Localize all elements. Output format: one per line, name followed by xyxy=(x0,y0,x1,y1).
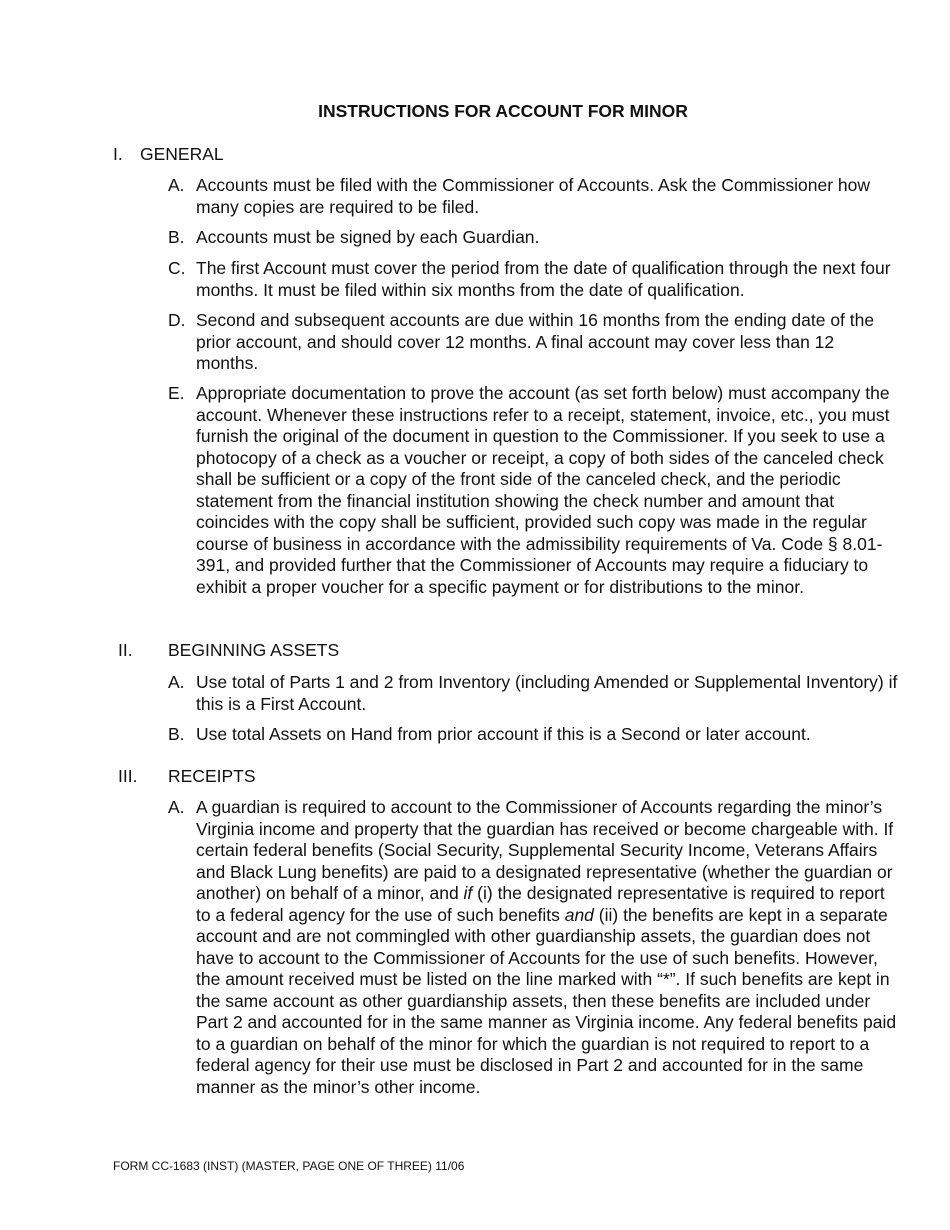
item-text-part: A guardian is required to account to the Commissioner of Accounts regarding the minor’s Virginia income and property that the guardian has received or become chargeable with. If certain federal benefits (Social Security, Supplemental Security Income, Veterans Affairs and Black Lung benefits) are paid to a designated representative (whether the guardian or another) on behalf of a minor, and xyxy=(196,797,894,903)
section-heading-general xyxy=(113,144,413,166)
item-text: Accounts must be signed by each Guardian. xyxy=(196,227,540,247)
item-text: Second and subsequent accounts are due within 16 months from the ending date of the prior account, and should cover 12 months. A final account may cover less than 12 months. xyxy=(196,310,875,373)
item-text xyxy=(196,797,900,1098)
list-item xyxy=(168,383,900,598)
emphasis-and: and xyxy=(564,904,594,925)
item-letter: B. xyxy=(168,227,185,247)
list-item xyxy=(168,258,900,301)
section-heading-receipts xyxy=(118,766,518,788)
item-letter: C. xyxy=(168,258,186,278)
item-text: Use total of Parts 1 and 2 from Inventory (including Amended or Supplemental Inventory) if this is a First Account. xyxy=(196,672,898,714)
list-item xyxy=(168,227,900,249)
item-letter: A. xyxy=(168,175,185,195)
section-number: II. xyxy=(118,640,133,660)
item-letter: B. xyxy=(168,724,185,744)
item-letter: D. xyxy=(168,310,186,330)
list-item xyxy=(168,797,900,1098)
item-letter: E. xyxy=(168,383,185,403)
list-item xyxy=(168,724,900,746)
item-letter: A. xyxy=(168,672,185,692)
form-footer: FORM CC-1683 (INST) (MASTER, PAGE ONE OF THREE) 11/06 xyxy=(113,1159,465,1173)
section-title: GENERAL xyxy=(140,144,224,164)
item-text: Appropriate documentation to prove the account (as set forth below) must accompany the account. Whenever these instructions refer to a receipt, statement, invoice, etc., you must furnish the original of the document in question to the Commissioner. If you seek to use a photocopy of a check as a voucher or receipt, a copy of both sides of the canceled check shall be sufficient or a copy of the front side of the canceled check, and the periodic statement from the financial institution showing the check number and amount that coincides with the copy shall be sufficient, provided such copy was made in the regular course of business in accordance with the admissibility requirements of Va. Code § 8.01-391, and provided further that the Commissioner of Accounts may require a fiduciary to exhibit a proper voucher for a specific payment or for distributions to the minor. xyxy=(196,383,890,597)
section-number: III. xyxy=(118,766,138,786)
item-letter: A. xyxy=(168,797,185,817)
section-title: BEGINNING ASSETS xyxy=(168,640,340,660)
item-text: Accounts must be filed with the Commissioner of Accounts. Ask the Commissioner how many copies are required to be filed. xyxy=(196,175,871,217)
item-text-part: (i) the designated representative is required to report to a federal agency for the use of such benefits xyxy=(196,883,885,925)
emphasis-if: if xyxy=(463,883,473,903)
item-text-part: (ii) the benefits are kept in a separate account and are not commingled with other guardianship assets, the guardian does not have to account to the Commissioner of Accounts for the use of such benefits. However, the amount received must be listed on the line marked with “*”. If such benefits are kept in the same account as other guardianship assets, then these benefits are included under Part 2 and accounted for in the same manner as Virginia income. Any federal benefits paid to a guardian on behalf of the minor for which the guardian is not required to report to a federal agency for their use must be disclosed in Part 2 and accounted for in the same manner as the minor’s other income. xyxy=(196,904,897,1097)
item-text: The first Account must cover the period from the date of qualification through the next four months. It must be filed within six months from the date of qualification. xyxy=(196,258,891,300)
item-text: Use total Assets on Hand from prior account if this is a Second or later account. xyxy=(196,724,811,744)
section-number: I. xyxy=(113,144,123,164)
section-title: RECEIPTS xyxy=(168,766,256,786)
list-item xyxy=(168,310,900,375)
document-title: INSTRUCTIONS FOR ACCOUNT FOR MINOR xyxy=(318,101,688,121)
list-item xyxy=(168,175,900,218)
list-item xyxy=(168,672,900,715)
section-heading-beginning-assets xyxy=(118,640,518,662)
